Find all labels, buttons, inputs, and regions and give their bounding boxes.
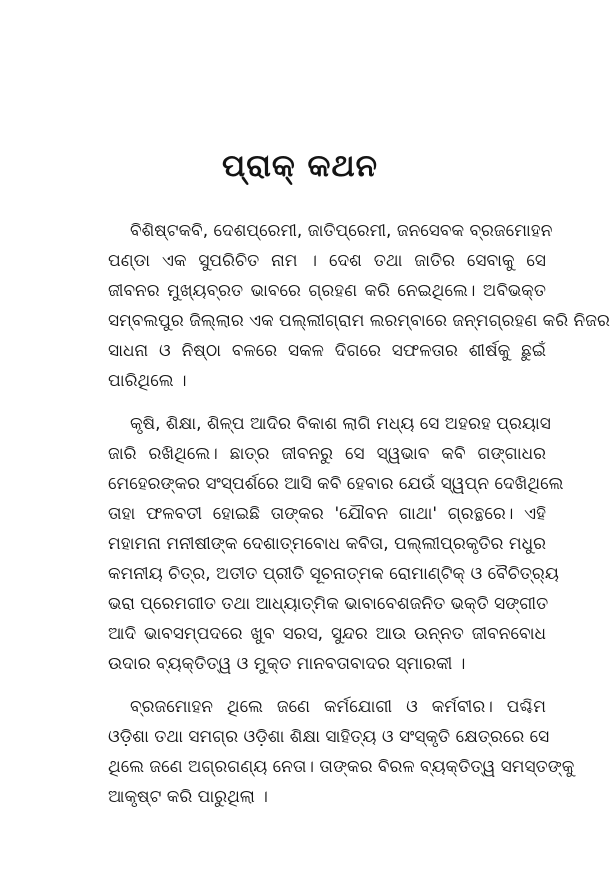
text-line: ମହାମନା ମନୀଷୀଙ୍କ ଦେଶାତ୍ମବୋଧ କବିତା, ପଲ୍ଲୀପ୍ରକୃତିର ମଧୁର bbox=[108, 534, 546, 554]
text-line: ଓଡ଼ିଶା ତଥା ସମଗ୍ର ଓଡ଼ିଶା ଶିକ୍ଷା ସାହିତ୍ୟ ଓ ସଂସ୍କୃତି କ୍ଷେତ୍ରରେ ସେ bbox=[108, 727, 550, 747]
body-text bbox=[88, 216, 610, 825]
paragraph-1 bbox=[88, 216, 610, 396]
text-line: ଜାରି ରଖିଥିଲେ। ଛାତ୍ର ଜୀବନରୁ ସେ ସ୍ୱଭାବ କବି ଗଙ୍ଗାଧର bbox=[108, 444, 546, 464]
text-line: ଭରା ପ୍ରେମଗୀତ ତଥା ଆଧ୍ୟାତ୍ମିକ ଭାବାବେଶଜନିତ ଭକ୍ତି ସଙ୍ଗୀତ bbox=[108, 594, 549, 614]
page-title: ପ୍ରାକ୍ କଥନ bbox=[222, 148, 378, 184]
text-line: ବ୍ରଜମୋହନ ଥିଲେ ଜଣେ କର୍ମଯୋଗୀ ଓ କର୍ମବୀର। ପଶ୍ଚିମ bbox=[130, 697, 546, 717]
text-line: ଆକୃଷ୍ଟ କରି ପାରୁଥିଲା । bbox=[108, 787, 268, 807]
text-line: ସାଧନା ଓ ନିଷ୍ଠା ବଳରେ ସକଳ ଦିଗରେ ସଫଳତାର ଶୀର୍ଷକୁ ଛୁଇଁ bbox=[108, 341, 546, 361]
text-line: କୃଷି, ଶିକ୍ଷା, ଶିଳ୍ପ ଆଦିର ବିକାଶ ଲାଗି ମଧ୍ୟ ସେ ଅହରହ ପ୍ରୟାସ bbox=[130, 414, 551, 434]
text-line: ଜୀବନର ମୁଖ୍ୟବ୍ରତ ଭାବରେ ଗ୍ରହଣ କରି ନେଇଥିଲେ। ଅବିଭକ୍ତ bbox=[108, 281, 546, 301]
text-line: ମେହେରଙ୍କର ସଂସ୍ପର୍ଶରେ ଆସି କବି ହେବାର ଯେଉଁ ସ୍ୱପ୍ନ ଦେଖିଥିଲେ bbox=[108, 474, 564, 494]
text-line: କମନୀୟ ଚିତ୍ର, ଅତୀତ ପ୍ରୀତି ସୂଚନାତ୍ମକ ରୋମାଣ୍ଟିକ୍ ଓ ବୈଚିତ୍ର୍ୟ bbox=[108, 564, 559, 584]
text-line: ପଣ୍ଡା ଏକ ସୁପରିଚିତ ନାମ । ଦେଶ ତଥା ଜାତିର ସେବାକୁ ସେ bbox=[108, 251, 546, 271]
text-line: ତାହା ଫଳବତୀ ହୋଇଛି ତାଙ୍କର 'ଯୌବନ ଗାଥା' ଗ୍ରନ୍ଥରେ। ଏହି bbox=[108, 504, 546, 524]
text-line: ଉଦାର ବ୍ୟକ୍ତିତ୍ୱ ଓ ମୁକ୍ତ ମାନବତାବାଦର ସ୍ମାରକୀ । bbox=[108, 654, 466, 674]
text-line: ବିଶିଷ୍ଟକବି, ଦେଶପ୍ରେମୀ, ଜାତିପ୍ରେମୀ, ଜନସେବକ ବ୍ରଜମୋହନ bbox=[130, 221, 553, 241]
paragraph-2 bbox=[88, 409, 564, 679]
text-line: ଆଦି ଭାବସମ୍ପଦରେ ଖୁବ ସରସ, ସୁନ୍ଦର ଆଉ ଉନ୍ନତ ଜୀବନବୋଧ bbox=[108, 624, 546, 644]
text-line: ସମ୍ବଲପୁର ଜିଲ୍ଲାର ଏକ ପଲ୍ଲୀଗ୍ରାମ ଲରମ୍ବାରେ ଜନ୍ମଗ୍ରହଣ କରି ନିଜର bbox=[108, 311, 610, 331]
text-line: ପାରିଥିଲେ । bbox=[108, 371, 187, 391]
paragraph-3 bbox=[88, 692, 575, 812]
text-line: ଥିଲେ ଜଣେ ଅଗ୍ରଗଣ୍ୟ ନେତା। ତାଙ୍କର ବିରଳ ବ୍ୟକ୍ତିତ୍ୱ ସମସ୍ତଙ୍କୁ bbox=[108, 757, 575, 777]
